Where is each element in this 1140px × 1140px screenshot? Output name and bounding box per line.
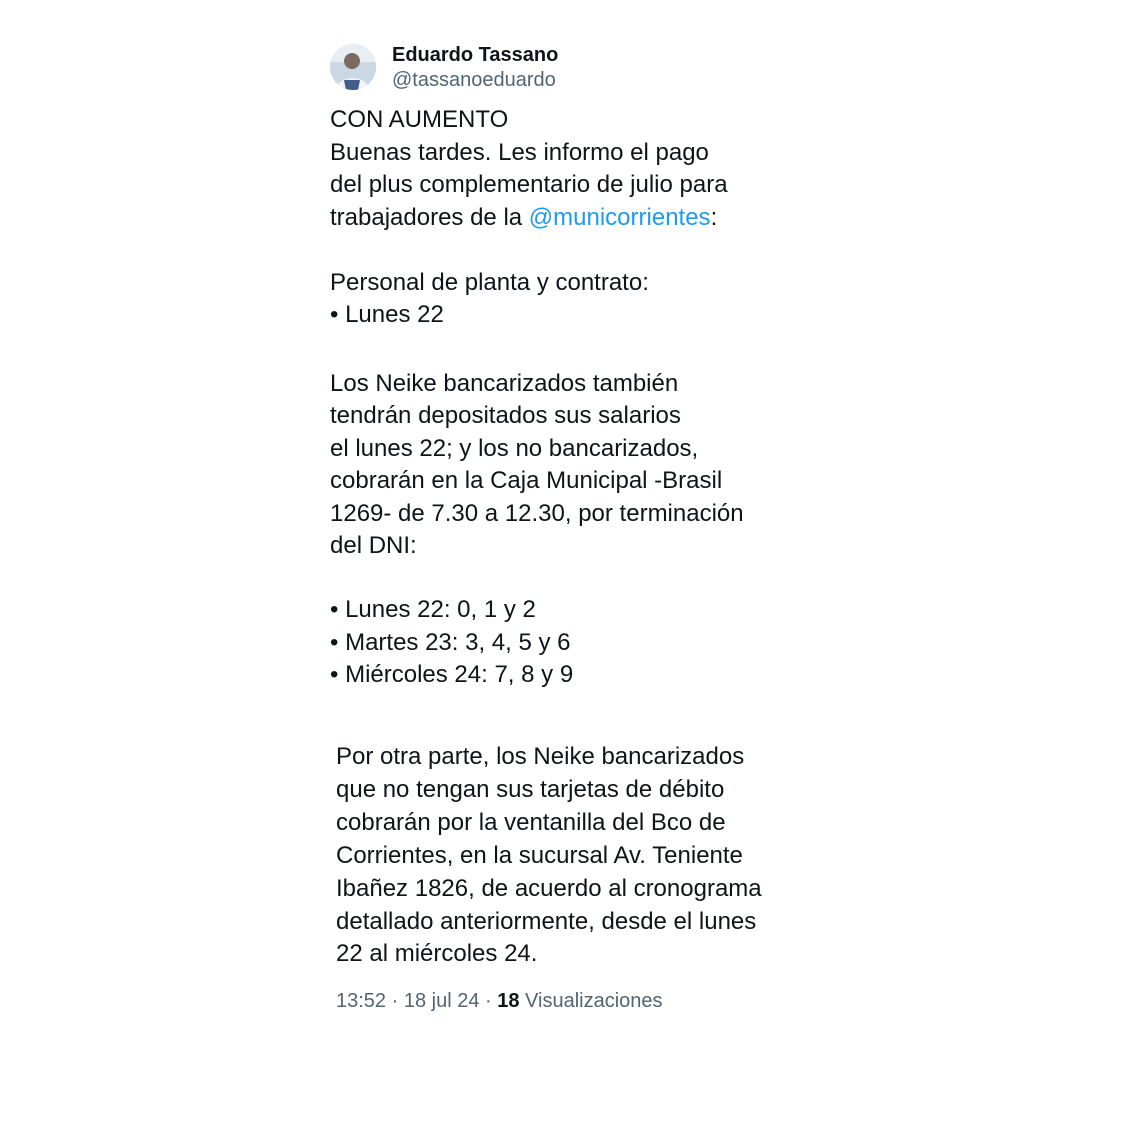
tweet-line: Ibañez 1826, de acuerdo al cronograma bbox=[336, 875, 762, 902]
tweet-line: • Lunes 22: 0, 1 y 2 bbox=[330, 596, 536, 623]
separator: · bbox=[386, 990, 404, 1012]
tweet-line: Buenas tardes. Les informo el pago bbox=[330, 139, 709, 166]
tweet-line: que no tengan sus tarjetas de débito bbox=[336, 776, 725, 803]
tweet-line: detallado anteriormente, desde el lunes bbox=[336, 908, 757, 935]
tweet-text: : bbox=[710, 204, 718, 231]
views-count[interactable]: 18 bbox=[497, 990, 520, 1012]
views-label[interactable]: Visualizaciones bbox=[519, 990, 663, 1012]
tweet-line: del plus complementario de julio para bbox=[330, 171, 728, 198]
tweet-line: CON AUMENTO bbox=[330, 106, 509, 133]
tweet-line: • Miércoles 24: 7, 8 y 9 bbox=[330, 661, 574, 688]
tweet-line: cobrarán en la Caja Municipal -Brasil bbox=[330, 467, 723, 494]
tweet-line-mention bbox=[330, 202, 717, 234]
tweet-line: del DNI: bbox=[330, 532, 417, 559]
tweet-text: trabajadores de la bbox=[330, 204, 529, 231]
author-name[interactable]: Eduardo Tassano bbox=[392, 44, 559, 66]
tweet-line: Los Neike bancarizados también bbox=[330, 370, 679, 397]
tweet-line: • Lunes 22 bbox=[330, 301, 444, 328]
tweet-line: Personal de planta y contrato: bbox=[330, 269, 649, 296]
tweet-line: 22 al miércoles 24. bbox=[336, 940, 538, 967]
separator: · bbox=[479, 990, 498, 1012]
tweet-line: el lunes 22; y los no bancarizados, bbox=[330, 435, 699, 462]
tweet-line: 1269- de 7.30 a 12.30, por terminación bbox=[330, 500, 744, 527]
user-avatar-icon bbox=[330, 44, 376, 90]
tweet-date[interactable]: 18 jul 24 bbox=[403, 990, 480, 1012]
tweet-line: • Martes 23: 3, 4, 5 y 6 bbox=[330, 629, 571, 656]
author-handle[interactable]: @tassanoeduardo bbox=[392, 69, 556, 91]
tweet-line: cobrarán por la ventanilla del Bco de bbox=[336, 809, 726, 836]
tweet-time[interactable]: 13:52 bbox=[336, 990, 387, 1012]
tweet-metadata bbox=[336, 987, 663, 1015]
tweet-line: tendrán depositados sus salarios bbox=[330, 402, 681, 429]
avatar[interactable] bbox=[330, 44, 376, 90]
tweet-line: Por otra parte, los Neike bancarizados bbox=[336, 743, 745, 770]
tweet-line: Corrientes, en la sucursal Av. Teniente bbox=[336, 842, 743, 869]
mention-link[interactable]: @municorrientes bbox=[528, 204, 711, 231]
